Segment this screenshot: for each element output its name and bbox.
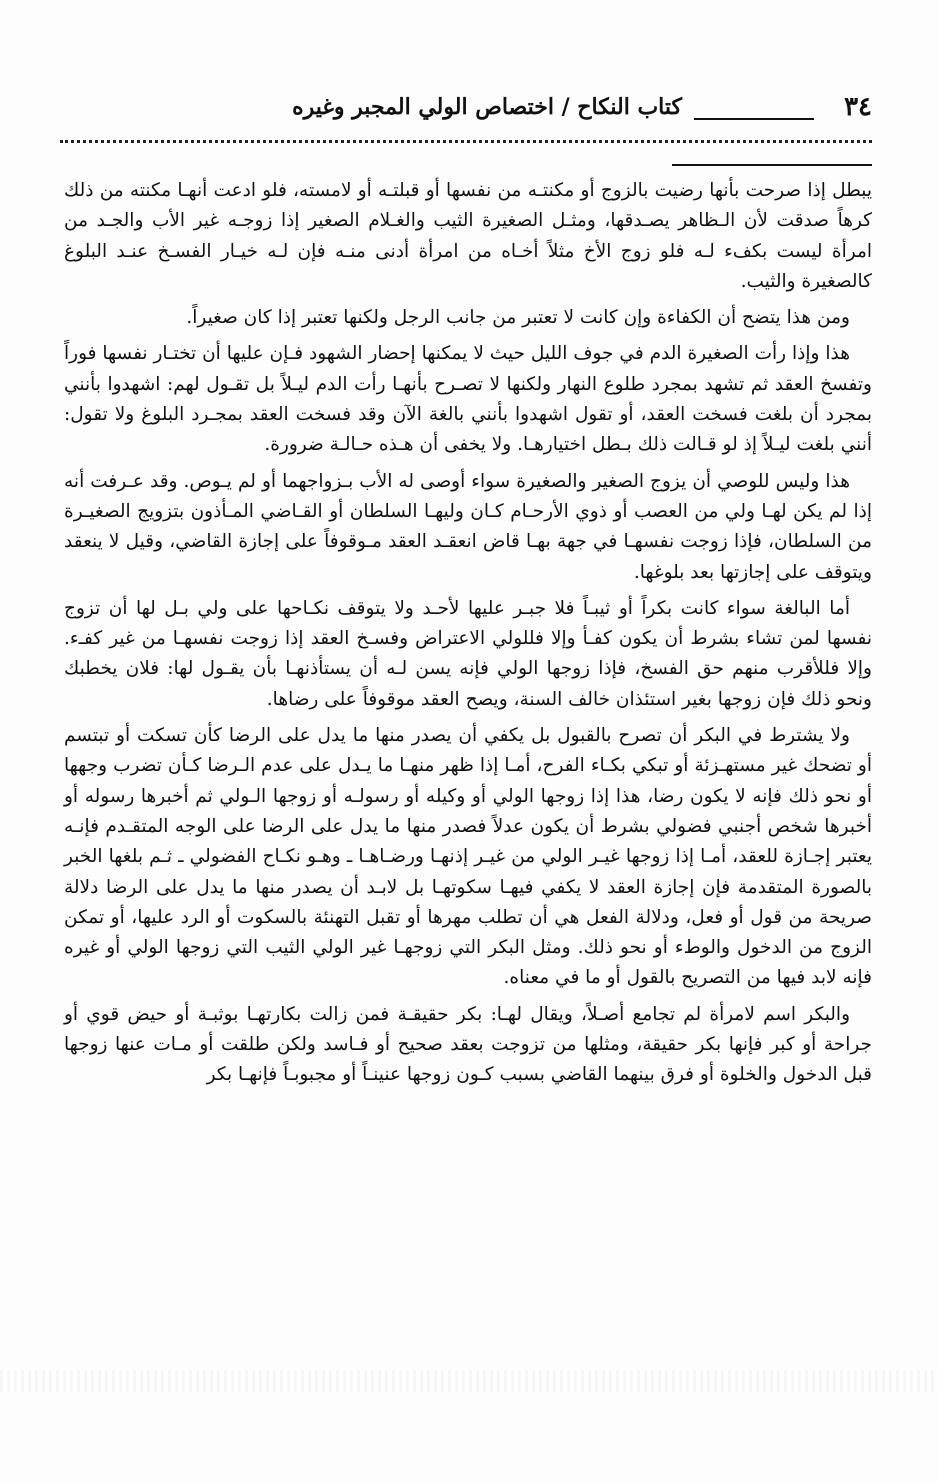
- dotted-separator: [60, 140, 872, 157]
- paragraph: هذا وإذا رأت الصغيرة الدم في جوف الليل حيث لا يمكنها إحضار الشهود فـإن عليها أن تختـار نفسها فوراً وتفسخ العقد ثم تشهد بمجرد طلوع النهار ولكنها لا تصـرح بأنهـا رأت الدم ليـلاً بل تقـول لهم: اشهدوا بأنني بمجرد أن بلغت فسخت العقد، أو تقول اشهدوا بأنني بالغة الآن وقد فسخت العقد بمجـرد البلوغ ولا تقول: أنني بلغت ليـلاً إذ لو قـالت ذلك بـطل اختيارهـا. ولا يخفى أن هـذه حـالـة ضرورة.: [64, 343, 872, 456]
- continuation-rule: [672, 164, 872, 166]
- paragraph: والبكر اسم لامرأة لم تجامع أصـلاً، ويقال لهـا: بكر حقيقـة فمن زالت بكارتهـا بوثبـة أو حيض قوي أو جراحة أو كبر فإنها بكر حقيقة، ومثلها من تزوجت بعقد صحيح أو فـاسد ولكن طلقت أو مـات عنها زوجها قبل الدخول والخلوة أو فرق بينهما القاضي بسبب كـون زوجها عنينـاً أو مجبوبـاً فإنهـا بكر: [64, 1003, 872, 1086]
- paragraph: أما البالغة سواء كانت بكراً أو ثيبـاً فلا جبـر عليها لأحـد ولا يتوقف نكـاحها على ولي بـل لها أن تزوج نفسها لمن تشاء بشرط أن يكون كفـأ وإلا فللولي الاعتراض وفسـخ العقد إذا زوجت نفسهـا من غير كفـء. وإلا فللأقرب منهم حق الفسخ، فإذا زوجها الولي فإنه يسن لـه أن يستأذنهـا بأن يقـول لها: فلان يخطبك ونحو ذلك فإن زوجها بغير استئذان خالف السنة، ويصح العقد موقوفاً على رضاها.: [64, 597, 872, 710]
- page-number: ٣٤: [844, 92, 872, 122]
- paragraph: هذا وليس للوصي أن يزوج الصغير والصغيرة سواء أوصى له الأب بـزواجهما أو لم يـوص. وقد عـرفت أنه إذا لم يكن لهـا ولي من العصب أو ذوي الأرحـام كـان وليهـا السلطان أو القـاضي المـأذون بتزويج الصغيـرة من السلطان، فإذا زوجت نفسهـا في جهة بهـا قاض انعقـد العقد مـوقوفاً على إجازة القاضي، وقيل لا ينعقد ويتوقف على إجازتها بعد بلوغها.: [64, 470, 872, 583]
- running-header: [60, 92, 872, 128]
- paragraph: ومن هذا يتضح أن الكفاءة وإن كانت لا تعتبر من جانب الرجل ولكنها تعتبر إذا كان صغيراً.: [186, 307, 850, 329]
- body-text: [64, 176, 872, 1097]
- scan-artifact: [0, 1370, 938, 1392]
- paragraph: ولا يشترط في البكر أن تصرح بالقبول بل يكفي أن يصدر منها ما يدل على الرضا كأن تسكت أو تبتسم أو تضحك غير مستهـزئة أو تبكي بكـاء الفرح، أمـا إذا ظهر منهـا ما يـدل على عدم الـرضا كـأن تضرب وجهها أو نحو ذلك فإنه لا يكون رضا، هذا إذا زوجها الولي أو وكيله أو رسولـه أو زوجها الـولي ثم أخبرها رسوله أو أخبرها شخص أجنبي فضولي بشرط أن يكون عدلاً فصدر منها ما يدل على الرضا على الوجه المتقـدم فإنـه يعتبر إجـازة للعقد، أمـا إذا زوجها غيـر الولي من غيـر إذنهـا ورضـاهـا ـ وهـو نكـاح الفضولي ـ ثـم بلغها الخبر بالصورة المتقدمة فإن إجازة العقد لا يكفي فيهـا سكوتهـا بل لابـد أن يصدر منها ما يدل على الرضا دلالة صريحة من قول أو فعل، ودلالة الفعل هي أن تطلب مهرها أو تقبل التهنئة بالسكوت أو الرد عليها، أو تمكن الزوج من الدخول والوطء أو نحو ذلك. ومثل البكر التي زوجهـا غير الولي الثيب التي زوجها الولي أو غيره فإنه لابد فيها من التصريح بالقول أو ما في معناه.: [64, 725, 872, 989]
- paragraph: يبطل إذا صرحت بأنها رضيت بالزوج أو مكنتـه من نفسها أو قبلتـه أو لامسته، فلو ادعت أنهـا مكنته من ذلك كرهاً صدقت لأن الـظاهر يصـدقها، ومثـل الصغيرة الثيب والغـلام الصغير إذا زوجـه غير الأب والجـد من امرأة ليست بكفء لـه فلو زوج الأخ مثلاً أخـاه من امرأة أدنى منـه فإن لـه خيـار الفسـخ عنـد البلوغ كالصغيرة والثيب.: [64, 180, 872, 292]
- chapter-title: كتاب النكاح / اختصاص الولي المجبر وغيره: [292, 94, 682, 120]
- header-rule: [694, 118, 814, 120]
